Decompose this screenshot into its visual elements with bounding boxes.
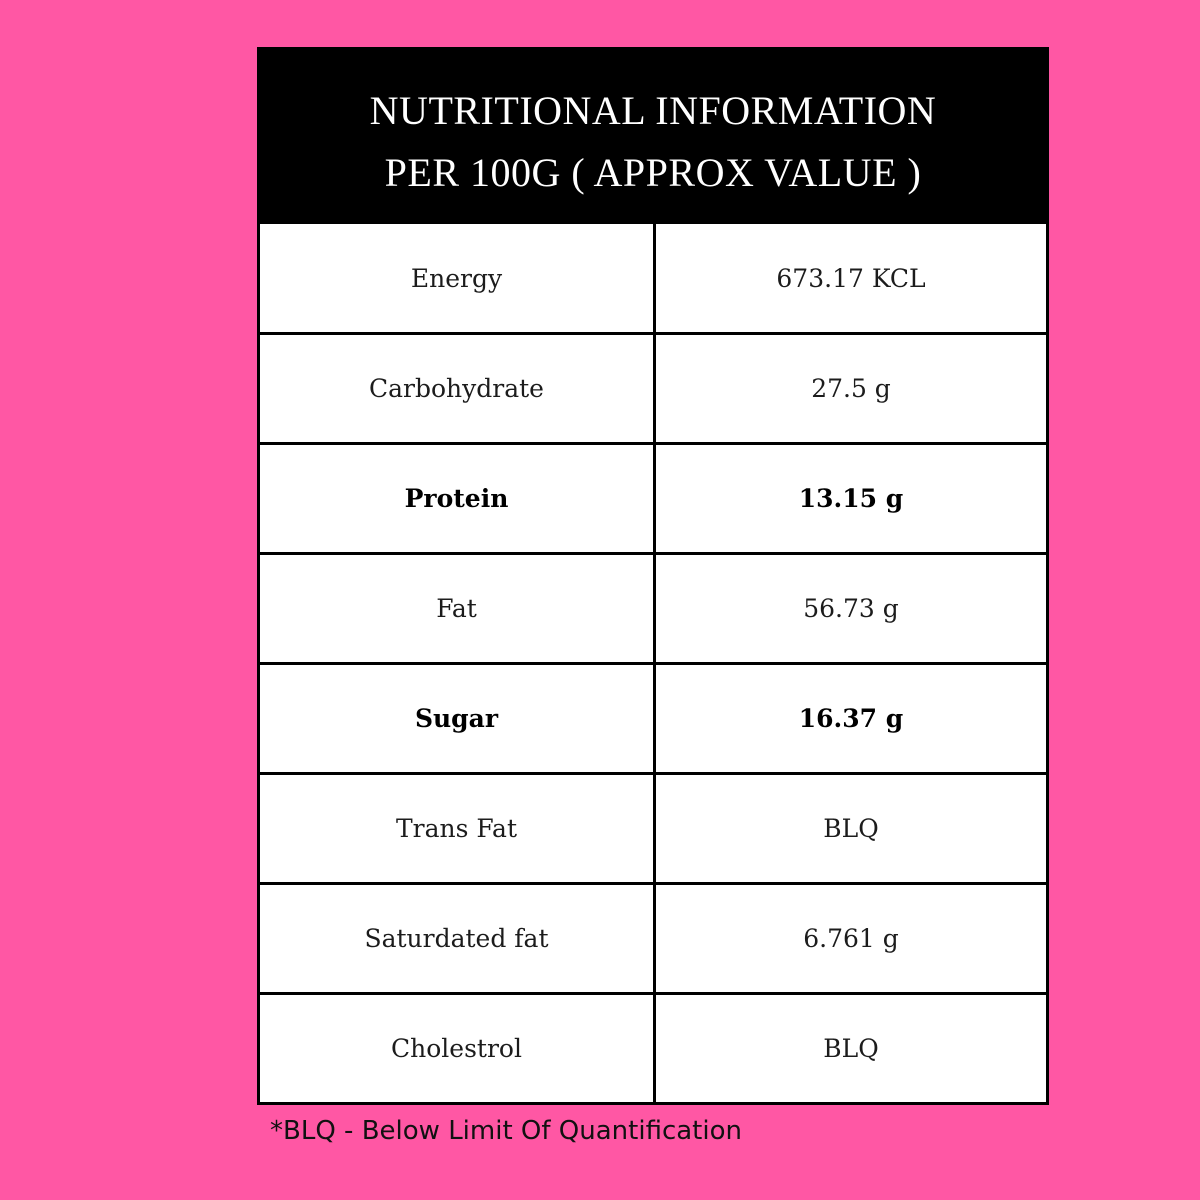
- nutrient-value: 6.761 g: [655, 884, 1047, 994]
- nutrient-label: Carbohydrate: [260, 334, 655, 444]
- nutrition-header: [260, 50, 1046, 224]
- nutrient-value: 27.5 g: [655, 334, 1047, 444]
- header-title-line2: PER 100G ( APPROX VALUE ): [384, 150, 922, 195]
- nutrient-label: Cholestrol: [260, 994, 655, 1103]
- table-row-fat: [260, 554, 1046, 664]
- nutrient-label: Protein: [260, 444, 655, 554]
- table-row-energy: [260, 224, 1046, 334]
- nutrient-label: Fat: [260, 554, 655, 664]
- blq-footnote: *BLQ - Below Limit Of Quantification: [270, 1116, 742, 1146]
- nutrient-value: 13.15 g: [655, 444, 1047, 554]
- nutrient-label: Trans Fat: [260, 774, 655, 884]
- table-row-carbohydrate: [260, 334, 1046, 444]
- nutrient-value: 673.17 KCL: [655, 224, 1047, 334]
- nutrition-table: [260, 224, 1046, 1102]
- nutrient-value: 16.37 g: [655, 664, 1047, 774]
- header-title-line1: NUTRITIONAL INFORMATION: [369, 88, 937, 133]
- table-row-protein: [260, 444, 1046, 554]
- nutrition-panel: [257, 47, 1049, 1105]
- nutrient-value: BLQ: [655, 994, 1047, 1103]
- nutrient-label: Saturdated fat: [260, 884, 655, 994]
- table-row-sugar: [260, 664, 1046, 774]
- nutrient-value: 56.73 g: [655, 554, 1047, 664]
- table-row-saturated-fat: [260, 884, 1046, 994]
- table-row-cholesterol: [260, 994, 1046, 1103]
- nutrient-value: BLQ: [655, 774, 1047, 884]
- nutrient-label: Energy: [410, 263, 503, 293]
- nutrient-label: Sugar: [260, 664, 655, 774]
- table-row-trans-fat: [260, 774, 1046, 884]
